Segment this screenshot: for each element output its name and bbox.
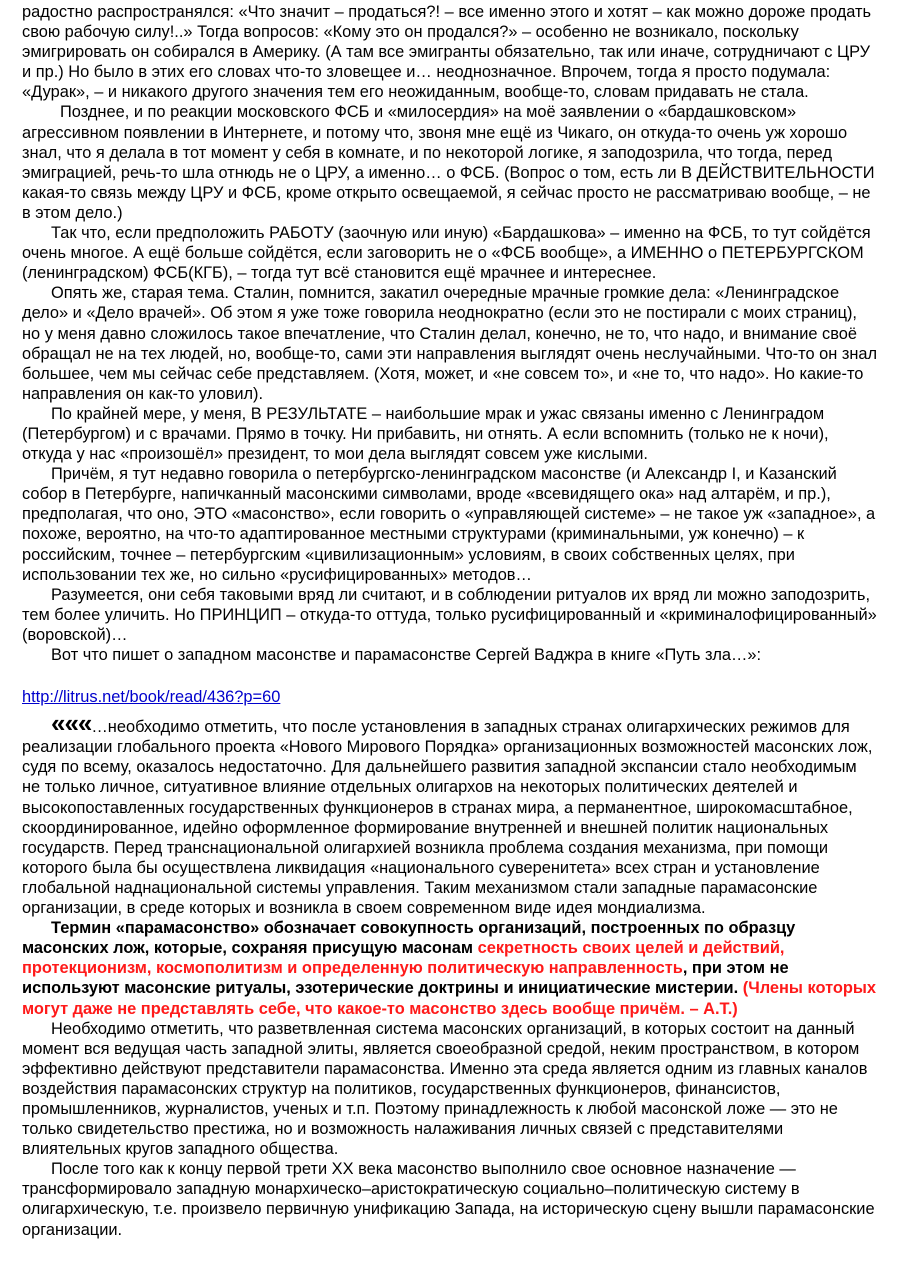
document-page bbox=[22, 2, 878, 1240]
paragraph: Позднее, и по реакции московского ФСБ и «милосердия» на моё заявлении о «бардашковском» агрессивном появлении в Интернете, и потому что, звоня мне ещё из Чикаго, он откуда-то очень уж хорошо знал, что я делала в тот момент у себя в комнате, и по некоторой логике, я заподозрила, что тогда, перед эмиграцией, речь-то шла отнюдь не о ЦРУ, а именно… о ФСБ. (Вопрос о том, есть ли В ДЕЙСТВИТЕЛЬНОСТИ какая-то связь между ЦРУ и ФСБ, кроме открыто освещаемой, я сейчас просто не рассматриваю вообще, – не в этом дело.) bbox=[22, 103, 875, 222]
blank-line bbox=[22, 665, 878, 687]
paragraph: Разумеется, они себя таковыми вряд ли считают, и в соблюдении ритуалов их вряд ли можно заподозрить, тем более уличить. Но ПРИНЦИП – откуда-то оттуда, только русифицированный и «криминалофицированный» (воровской)… bbox=[22, 585, 877, 644]
bold-text: , при этом не используют масонские ритуалы, эзотерические доктрины и инициатические мистерии. bbox=[22, 959, 789, 998]
paragraph: Так что, если предположить РАБОТУ (заочную или иную) «Бардашкова» – именно на ФСБ, то тут сойдётся очень многое. А ещё больше сойдётся, если заговорить не о «ФСБ вообще», а ИМЕННО о ПЕТЕРБУРГСКОМ (ленинградском) ФСБ(КГБ), – тогда тут всё становится ещё мрачнее и интереснее. bbox=[22, 224, 871, 283]
quote-text: …необходимо отметить, что после установления в западных странах олигархических режимов для реализации глобального проекта «Нового Мирового Порядка» организационных возможностей масонских лож, судя по всему, оказалось недостаточно. Для дальнейшего развития западной экспансии стало необходимым не только личное, ситуативное влияние отдельных олигархов на некоторых политических деятелей и высокопоставленных государственных функционеров в странах мира, а перманентное, широкомасштабное, скоординированное, идейно оформленное формирование внутренней и внешней политик национальных государств. Перед транснациональной олигархией возникла проблема создания механизма, при помощи которого была бы осуществлена ликвидация «национального суверенитета» всех стран и установление глобальной наднациональной системы управления. Таким механизмом стали западные парамасонские организации, в среде которых и возникла в своем современном виде идея мондиализма. bbox=[22, 718, 873, 918]
quote-paragraph: После того как к концу первой трети XX века масонство выполнило свое основное назначение — трансформировало западную монархическо–аристократическую социально–политическую систему в олигархическую, т.е. произвело первичную унификацию Запада, на историческую сцену вышли парамасонские организации. bbox=[22, 1160, 875, 1239]
paragraph: радостно распространялся: «Что значит – продаться?! – все именно этого и хотят – как можно дороже продать свою рабочую силу!..» Тогда вопросов: «Кому это он продался?» – особенно не возникало, поскольку эмигрировать он собирался в Америку. (А там все эмигранты обязательно, так или иначе, сотрудничают с ЦРУ и пр.) Но было в этих его словах что-то зловещее и… неоднозначное. Впрочем, тогда я просто подумала: «Дурак», – и никакого другого значения тем его неожиданным, вообще-то, словам придавать не стала. bbox=[22, 3, 872, 102]
author-note: (Члены которых могут даже не представлять себе, что какое-то масонство здесь вообще причём. – А.Т.) bbox=[22, 979, 877, 1018]
quote-paragraph bbox=[22, 708, 878, 918]
paragraph: Причём, я тут недавно говорила о петербургско-ленинградском масонстве (и Александр I, и Казанский собор в Петербурге, напичканный масонскими символами, вроде «всевидящего ока» над алтарём, и пр.), предполагая, что оно, ЭТО «масонство», если говорить о «управляющей системе» – не такое уж «западное», а похоже, вероятно, на что-то адаптированное местными структурами (криминальными, уж конечно) – к российским, точнее – петербургским «цивилизационным» условиям, в своих собственных целях, при использовании тех же, но сильно «русифицированных» методов… bbox=[22, 465, 876, 584]
quote-paragraph-bold bbox=[22, 918, 878, 1018]
paragraph: Опять же, старая тема. Сталин, помнится, закатил очередные мрачные громкие дела: «Ленинградское дело» и «Дело врачей». Об этом я уже тоже говорила неоднократно (если это не постирали с моих страниц), но у меня давно сложилось такое впечатление, что Сталин делал, конечно, не то, что надо, и внимание своё обращал не на тех людей, но, вообще-то, сами эти направления выглядят очень неслучайными. Что-то он знал большее, чем мы сейчас себе представляем. (Хотя, может, и «не совсем то», и «не то, что надо». Но какие-то направления он как-то уловил). bbox=[22, 284, 878, 403]
source-link[interactable]: http://litrus.net/book/read/436?p=60 bbox=[22, 688, 281, 707]
highlighted-text: секретность своих целей и действий, протекционизм, космополитизм и определенную политическую направленность bbox=[22, 939, 785, 978]
quote-paragraph: Необходимо отметить, что разветвленная система масонских организаций, в которых состоит на данный момент вся ведущая часть западной элиты, является своеобразной средой, неким пространством, в котором эффективно действуют представители парамасонства. Именно эта среда является одним из главных каналов воздействия парамасонских структур на политиков, государственных функционеров, финансистов, промышленников, журналистов, ученых и т.п. Поэтому принадлежность к любой масонской ложе — это не только свидетельство престижа, но и возможность налаживания личных связей с представителями влиятельных кругов западного общества. bbox=[22, 1019, 868, 1159]
paragraph: Вот что пишет о западном масонстве и парамасонстве Сергей Ваджра в книге «Путь зла…»: bbox=[51, 646, 762, 664]
paragraph: По крайней мере, у меня, В РЕЗУЛЬТАТЕ – наибольшие мрак и ужас связаны именно с Ленинградом (Петербургом) и с врачами. Прямо в точку. Ни прибавить, ни отнять. А если вспомнить (только не к ночи), откуда у нас «произошёл» президент, то мои дела выглядят совсем уже кислыми. bbox=[22, 404, 829, 464]
quote-mark: ««« bbox=[51, 708, 92, 739]
bold-text: Термин «парамасонство» обозначает совокупность организаций, построенных по образцу масонских лож, которые, сохраняя присущую масонам bbox=[22, 919, 796, 958]
